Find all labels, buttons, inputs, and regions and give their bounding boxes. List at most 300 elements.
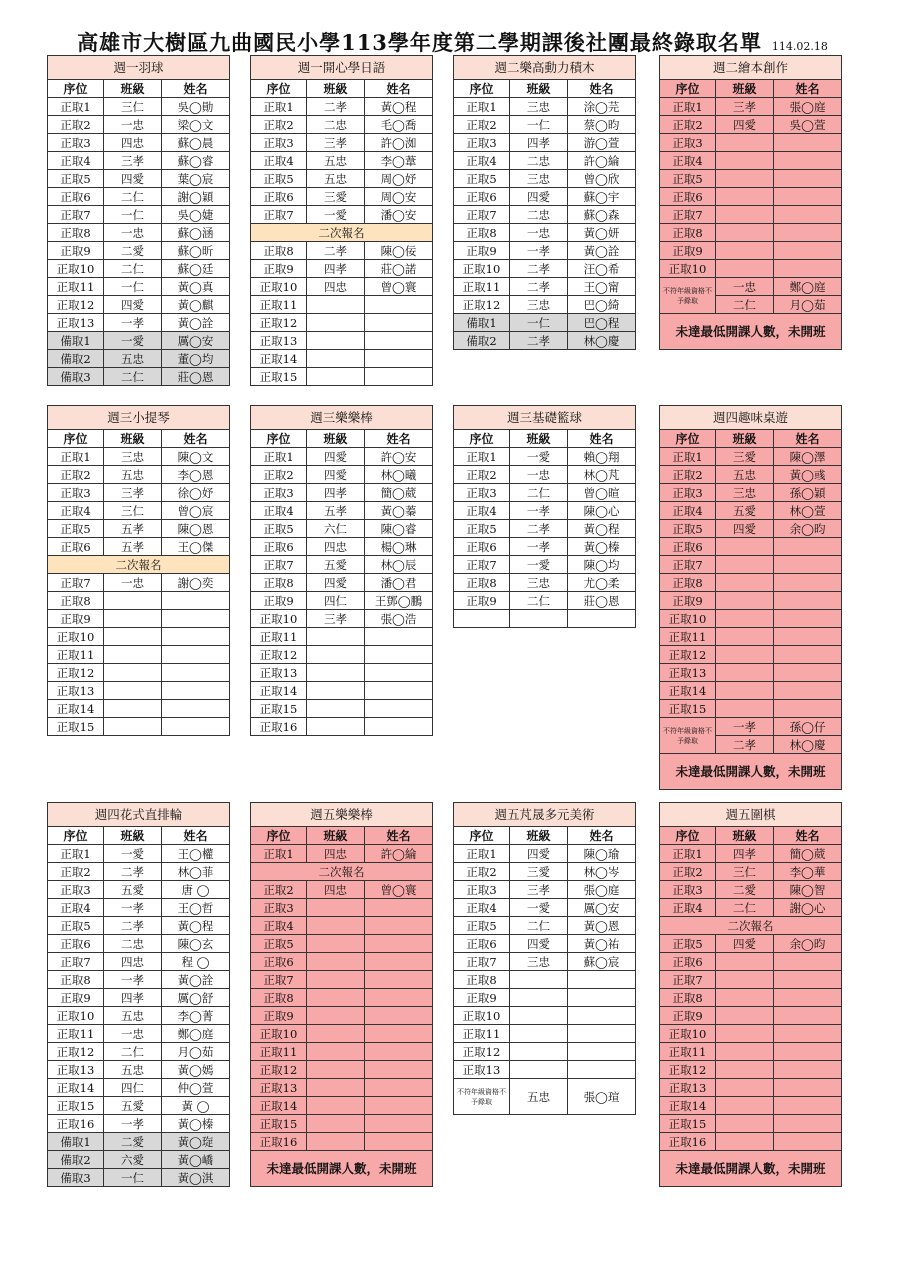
row-position: 正取3	[454, 134, 510, 152]
row-name: 黃◯詮	[162, 314, 230, 332]
row-name	[365, 1007, 433, 1025]
table-row	[48, 971, 230, 989]
row-class	[307, 917, 365, 935]
row-position: 正取3	[48, 881, 104, 899]
row-position: 正取6	[48, 188, 104, 206]
ineligible-class: 五忠	[510, 1079, 568, 1115]
row-class	[716, 1043, 774, 1061]
page-title-text: 高雄市大樹區九曲國民小學113學年度第二學期課後社團最終錄取名單	[77, 30, 762, 55]
row-position: 正取7	[454, 556, 510, 574]
row-name	[774, 610, 842, 628]
club-title: 週三基礎籃球	[454, 406, 636, 430]
table-row	[251, 592, 433, 610]
row-name	[365, 682, 433, 700]
row-position: 正取16	[48, 1115, 104, 1133]
row-class: 一仁	[510, 116, 568, 134]
table-row	[48, 170, 230, 188]
row-position: 正取5	[251, 520, 307, 538]
row-class	[104, 628, 162, 646]
table-row	[251, 1043, 433, 1061]
col-header-name: 姓名	[365, 827, 433, 845]
table-row	[660, 1079, 842, 1097]
table-row	[251, 466, 433, 484]
table-row	[48, 718, 230, 736]
table-row	[251, 538, 433, 556]
row-name	[774, 1061, 842, 1079]
row-class	[716, 574, 774, 592]
row-class: 二孝	[104, 917, 162, 935]
row-class: 五忠	[716, 466, 774, 484]
row-class: 三仁	[104, 502, 162, 520]
row-position: 正取13	[660, 1079, 716, 1097]
row-class: 二孝	[510, 520, 568, 538]
col-header-position: 序位	[660, 80, 716, 98]
col-header-position: 序位	[48, 827, 104, 845]
table-row	[48, 881, 230, 899]
row-position: 正取2	[48, 863, 104, 881]
row-class: 五孝	[307, 502, 365, 520]
row-class	[716, 1097, 774, 1115]
table-row	[660, 1133, 842, 1151]
row-name	[774, 682, 842, 700]
row-name	[365, 314, 433, 332]
row-class: 五孝	[104, 538, 162, 556]
row-position: 正取14	[660, 1097, 716, 1115]
row-position: 正取5	[660, 170, 716, 188]
row-class	[716, 1007, 774, 1025]
row-position: 正取11	[454, 1025, 510, 1043]
row-position: 正取12	[454, 296, 510, 314]
row-name: 巴◯程	[568, 314, 636, 332]
row-position: 正取1	[251, 448, 307, 466]
table-row	[660, 484, 842, 502]
row-position: 正取1	[251, 98, 307, 116]
row-position: 正取1	[454, 98, 510, 116]
table-row	[251, 206, 433, 224]
row-name: 蘇◯昕	[162, 242, 230, 260]
table-row	[251, 260, 433, 278]
row-position: 正取15	[251, 368, 307, 386]
col-header-class: 班級	[104, 827, 162, 845]
table-row	[660, 989, 842, 1007]
row-class: 三忠	[510, 98, 568, 116]
row-position: 正取4	[48, 502, 104, 520]
row-position: 正取9	[251, 1007, 307, 1025]
row-class: 四忠	[307, 881, 365, 899]
row-position: 正取5	[251, 170, 307, 188]
row-class: 二愛	[716, 881, 774, 899]
row-class: 一孝	[104, 899, 162, 917]
row-name: 林◯慶	[568, 332, 636, 350]
row-class	[716, 242, 774, 260]
row-position: 正取8	[251, 989, 307, 1007]
table-row	[454, 296, 636, 314]
row-position: 正取13	[48, 1061, 104, 1079]
table-row	[251, 368, 433, 386]
row-class: 三孝	[510, 881, 568, 899]
col-header-position: 序位	[251, 80, 307, 98]
row-position: 正取12	[251, 646, 307, 664]
row-name: 蘇◯睿	[162, 152, 230, 170]
row-name	[365, 646, 433, 664]
row-name: 厲◯舒	[162, 989, 230, 1007]
club-title: 週二樂高動力積木	[454, 56, 636, 80]
row-position: 正取10	[251, 278, 307, 296]
table-row	[660, 538, 842, 556]
row-position: 正取10	[454, 260, 510, 278]
page-date: 114.02.18	[771, 40, 828, 53]
row-class: 三孝	[307, 610, 365, 628]
row-name: 王鄧◯鵬	[365, 592, 433, 610]
col-header-class: 班級	[510, 827, 568, 845]
row-class	[716, 134, 774, 152]
row-position: 正取6	[251, 538, 307, 556]
row-name	[162, 664, 230, 682]
row-class: 一孝	[104, 1115, 162, 1133]
table-row	[48, 332, 230, 350]
table-row	[48, 682, 230, 700]
row-class	[716, 1025, 774, 1043]
row-class: 四愛	[104, 296, 162, 314]
row-class: 四愛	[307, 574, 365, 592]
row-name: 巴◯綺	[568, 296, 636, 314]
row-class: 四仁	[104, 1079, 162, 1097]
row-position: 正取6	[660, 188, 716, 206]
col-header-class: 班級	[510, 430, 568, 448]
row-position: 正取8	[48, 224, 104, 242]
row-class	[307, 332, 365, 350]
row-class	[307, 1115, 365, 1133]
table-row	[48, 520, 230, 538]
row-name	[162, 610, 230, 628]
row-class: 一孝	[510, 242, 568, 260]
row-class: 一愛	[510, 556, 568, 574]
row-position: 正取15	[660, 700, 716, 718]
row-class: 四孝	[716, 845, 774, 863]
row-class: 二孝	[510, 332, 568, 350]
table-row	[454, 1007, 636, 1025]
row-class	[716, 682, 774, 700]
row-class: 二仁	[104, 368, 162, 386]
table-row	[660, 1115, 842, 1133]
ineligible-class: 二孝	[716, 736, 774, 754]
row-class: 五忠	[104, 1061, 162, 1079]
table-row	[660, 502, 842, 520]
row-class	[307, 628, 365, 646]
row-name	[365, 1115, 433, 1133]
row-class	[716, 260, 774, 278]
row-name: 周◯妤	[365, 170, 433, 188]
table-row	[660, 646, 842, 664]
col-header-class: 班級	[716, 827, 774, 845]
table-row	[251, 188, 433, 206]
row-class: 六仁	[307, 520, 365, 538]
club-panel-fri-art	[453, 802, 635, 1115]
row-class: 三忠	[510, 574, 568, 592]
row-class	[307, 899, 365, 917]
row-name: 蔡◯昀	[568, 116, 636, 134]
col-header-name: 姓名	[568, 827, 636, 845]
table-row	[454, 538, 636, 556]
row-position: 正取5	[48, 917, 104, 935]
ineligible-row	[660, 278, 842, 296]
table-row	[454, 1061, 636, 1079]
row-position: 正取10	[251, 1025, 307, 1043]
row-name: 謝◯心	[774, 899, 842, 917]
row-name: 黃◯恩	[568, 917, 636, 935]
row-position: 正取11	[251, 628, 307, 646]
row-position: 正取12	[251, 314, 307, 332]
row-name: 黃◯程	[365, 98, 433, 116]
row-class: 五忠	[104, 1007, 162, 1025]
club-panel-tue-lego	[453, 55, 635, 350]
row-position: 備取2	[48, 1151, 104, 1169]
col-header-position: 序位	[660, 430, 716, 448]
ineligible-row	[454, 1079, 636, 1115]
table-row	[48, 1043, 230, 1061]
row-name: 陳◯玄	[162, 935, 230, 953]
row-position: 正取5	[660, 935, 716, 953]
row-position: 正取4	[454, 899, 510, 917]
table-row	[251, 682, 433, 700]
club-title: 週三小提琴	[48, 406, 230, 430]
row-class	[510, 610, 568, 628]
club-title: 週一羽球	[48, 56, 230, 80]
table-row	[251, 556, 433, 574]
row-position: 正取1	[660, 845, 716, 863]
ineligible-label: 不符年級資格不予錄取	[454, 1079, 510, 1115]
table-row	[48, 502, 230, 520]
row-class	[307, 296, 365, 314]
row-position: 正取8	[660, 989, 716, 1007]
table-row	[48, 188, 230, 206]
row-name: 厲◯安	[568, 899, 636, 917]
table-row	[454, 466, 636, 484]
row-position: 正取7	[48, 574, 104, 592]
col-header-name: 姓名	[774, 827, 842, 845]
ineligible-class: 二仁	[716, 296, 774, 314]
table-row	[454, 556, 636, 574]
row-name: 王◯傑	[162, 538, 230, 556]
col-header-name: 姓名	[774, 80, 842, 98]
table-row	[48, 953, 230, 971]
row-name: 黃◯嫣	[162, 1061, 230, 1079]
row-position: 正取9	[454, 989, 510, 1007]
table-row	[660, 664, 842, 682]
row-name: 陳◯瑜	[568, 845, 636, 863]
row-class: 一愛	[510, 448, 568, 466]
row-name	[774, 206, 842, 224]
table-row	[48, 206, 230, 224]
row-name: 李◯葦	[365, 152, 433, 170]
row-class: 一忠	[510, 466, 568, 484]
table-row	[48, 610, 230, 628]
row-position: 正取13	[251, 1079, 307, 1097]
row-name: 厲◯安	[162, 332, 230, 350]
club-table	[453, 55, 636, 350]
row-position: 正取15	[251, 700, 307, 718]
row-class: 五忠	[307, 152, 365, 170]
row-position: 正取6	[660, 538, 716, 556]
table-row	[454, 260, 636, 278]
row-name: 莊◯恩	[162, 368, 230, 386]
row-name: 林◯芃	[568, 466, 636, 484]
row-name: 潘◯君	[365, 574, 433, 592]
row-name: 月◯茹	[162, 1043, 230, 1061]
club-panel-wed-ukulele	[250, 405, 432, 736]
row-class: 四愛	[716, 116, 774, 134]
row-name: 黃◯妍	[568, 224, 636, 242]
row-class	[716, 170, 774, 188]
club-panel-mon-japanese	[250, 55, 432, 386]
table-row	[48, 1097, 230, 1115]
row-name	[365, 664, 433, 682]
row-class: 四仁	[307, 592, 365, 610]
row-name: 李◯菁	[162, 1007, 230, 1025]
row-class	[104, 682, 162, 700]
row-name: 董◯均	[162, 350, 230, 368]
row-class	[716, 1061, 774, 1079]
row-name: 林◯辰	[365, 556, 433, 574]
row-position: 正取7	[660, 206, 716, 224]
table-row	[48, 989, 230, 1007]
club-table	[659, 405, 842, 790]
row-name	[774, 1115, 842, 1133]
row-position: 正取1	[48, 448, 104, 466]
row-name: 余◯昀	[774, 520, 842, 538]
row-position: 正取3	[251, 899, 307, 917]
row-class	[307, 1061, 365, 1079]
col-header-name: 姓名	[162, 430, 230, 448]
row-name: 蘇◯廷	[162, 260, 230, 278]
row-name: 曾◯欣	[568, 170, 636, 188]
row-position: 正取4	[660, 152, 716, 170]
row-class	[104, 700, 162, 718]
table-row	[48, 935, 230, 953]
row-position: 正取13	[48, 682, 104, 700]
row-position: 正取10	[251, 610, 307, 628]
row-position: 正取10	[48, 260, 104, 278]
table-row	[660, 520, 842, 538]
table-row	[660, 206, 842, 224]
row-name	[365, 368, 433, 386]
club-table	[47, 55, 230, 386]
row-class: 一愛	[104, 332, 162, 350]
row-class: 五忠	[104, 466, 162, 484]
table-row	[454, 520, 636, 538]
row-name: 莊◯恩	[568, 592, 636, 610]
row-class	[104, 610, 162, 628]
row-name	[365, 718, 433, 736]
row-name	[774, 1007, 842, 1025]
ineligible-class: 一孝	[716, 718, 774, 736]
table-row	[48, 116, 230, 134]
row-name: 毛◯喬	[365, 116, 433, 134]
row-position: 正取2	[251, 116, 307, 134]
table-row	[48, 592, 230, 610]
row-name	[568, 1061, 636, 1079]
table-row	[660, 574, 842, 592]
row-class	[510, 1007, 568, 1025]
club-table	[659, 802, 842, 1187]
row-position: 正取6	[251, 188, 307, 206]
row-class: 五忠	[104, 350, 162, 368]
row-name	[365, 1133, 433, 1151]
table-row	[48, 296, 230, 314]
club-panel-tue-picturebook	[659, 55, 841, 350]
row-name	[365, 350, 433, 368]
row-class	[510, 1025, 568, 1043]
row-name: 孫◯穎	[774, 484, 842, 502]
row-class	[307, 953, 365, 971]
table-row	[454, 845, 636, 863]
row-class: 四愛	[510, 935, 568, 953]
table-row	[454, 953, 636, 971]
row-name: 謝◯奕	[162, 574, 230, 592]
row-position: 正取9	[251, 592, 307, 610]
table-row	[48, 1025, 230, 1043]
row-position: 正取2	[251, 881, 307, 899]
row-class	[510, 1061, 568, 1079]
row-class: 一仁	[104, 206, 162, 224]
table-row	[48, 314, 230, 332]
row-position: 正取14	[251, 350, 307, 368]
row-name: 吳◯勛	[162, 98, 230, 116]
row-name	[365, 332, 433, 350]
row-name	[162, 700, 230, 718]
row-name: 黃◯彧	[774, 466, 842, 484]
row-class	[510, 1043, 568, 1061]
row-class	[307, 1079, 365, 1097]
row-class: 二仁	[104, 1043, 162, 1061]
row-position: 正取5	[454, 170, 510, 188]
row-position: 正取12	[454, 1043, 510, 1061]
table-row	[251, 917, 433, 935]
row-class	[307, 368, 365, 386]
table-row	[454, 971, 636, 989]
row-name	[774, 1097, 842, 1115]
row-position: 正取3	[454, 484, 510, 502]
table-row	[454, 134, 636, 152]
row-position: 正取3	[48, 484, 104, 502]
row-position: 正取12	[251, 1061, 307, 1079]
row-position: 正取10	[660, 1025, 716, 1043]
row-class: 三愛	[307, 188, 365, 206]
row-position: 正取6	[251, 953, 307, 971]
row-class	[307, 350, 365, 368]
row-class: 一愛	[510, 899, 568, 917]
table-row	[48, 845, 230, 863]
row-class	[716, 556, 774, 574]
row-name	[162, 682, 230, 700]
table-row	[454, 1025, 636, 1043]
club-panel-thu-skating	[47, 802, 229, 1187]
row-position: 正取14	[251, 1097, 307, 1115]
row-position: 正取6	[454, 935, 510, 953]
row-position: 正取4	[660, 899, 716, 917]
row-name	[365, 1097, 433, 1115]
row-position: 正取3	[48, 134, 104, 152]
col-header-class: 班級	[716, 430, 774, 448]
row-position: 正取11	[251, 296, 307, 314]
table-row	[48, 628, 230, 646]
row-position: 正取9	[251, 260, 307, 278]
club-table	[659, 55, 842, 350]
col-header-position: 序位	[48, 80, 104, 98]
row-position: 備取1	[48, 1133, 104, 1151]
table-row	[251, 700, 433, 718]
table-row	[251, 1079, 433, 1097]
